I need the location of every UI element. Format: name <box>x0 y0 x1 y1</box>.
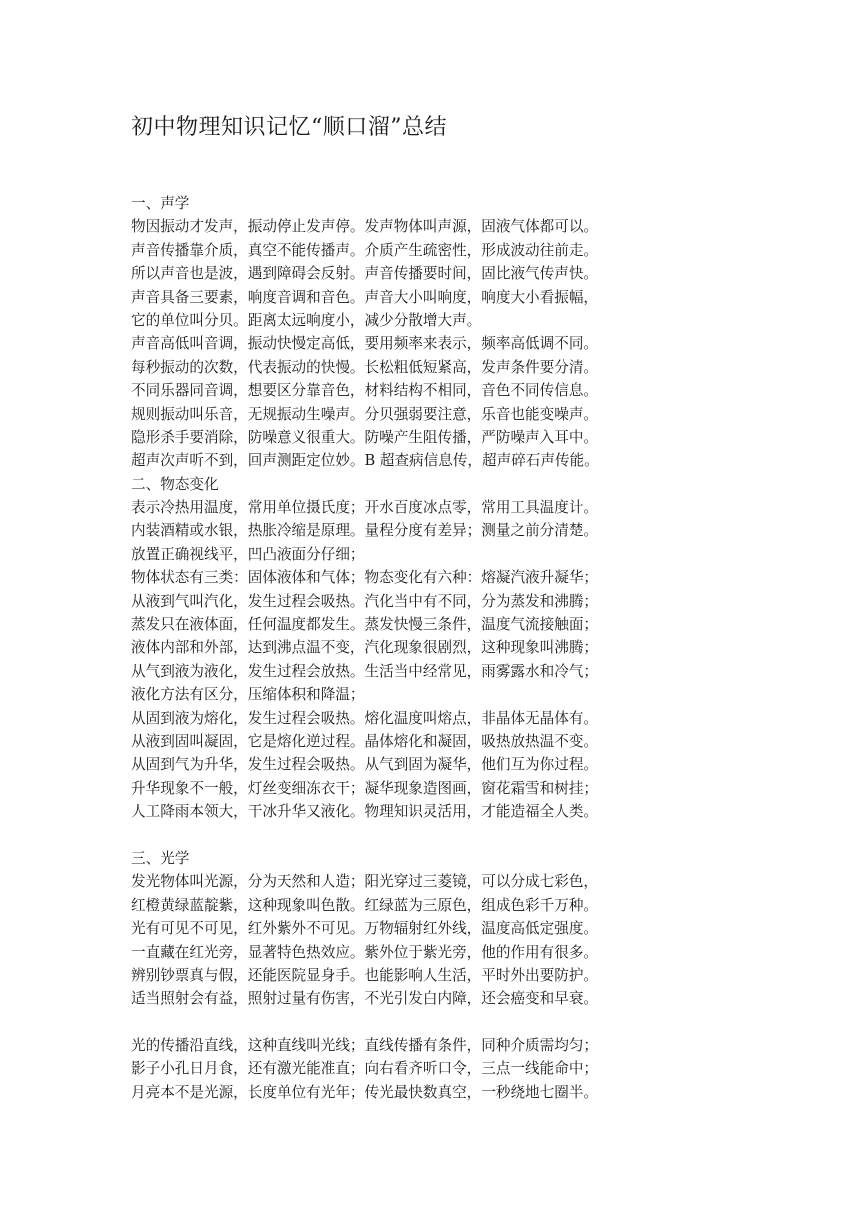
text-line: 物体状态有三类：固体液体和气体；物态变化有六种：熔凝汽液升凝华； <box>131 569 599 587</box>
text-line: 人工降雨本领大，干冰升华又液化。物理知识灵活用，才能造福全人类。 <box>131 803 599 821</box>
section-heading-optics: 三、光学 <box>131 849 190 867</box>
text-line: 物因振动才发声，振动停止发声停。发声物体叫声源，固液气体都可以。 <box>131 218 599 236</box>
text-line: 不同乐器同音调，想要区分靠音色，材料结构不相同，音色不同传信息。 <box>131 382 599 400</box>
paragraph-spacer <box>131 824 751 847</box>
text-line: 液体内部和外部，达到沸点温不变，汽化现象很剧烈，这种现象叫沸腾； <box>131 639 599 657</box>
text-line: 放置正确视线平，凹凸液面分仔细； <box>131 545 365 563</box>
text-line: 从固到气为升华，发生过程会吸热。从气到固为凝华，他们互为你过程。 <box>131 756 599 774</box>
text-line: 红橙黄绿蓝靛紫，这种现象叫色散。红绿蓝为三原色，组成色彩千万种。 <box>131 896 599 914</box>
text-line: 从液到气叫汽化，发生过程会吸热。汽化当中有不同，分为蒸发和沸腾； <box>131 592 599 610</box>
text-line: 适当照射会有益，照射过量有伤害，不光引发白内障，还会癌变和早衰。 <box>131 990 599 1008</box>
text-line: 它的单位叫分贝。距离太远响度小，减少分散增大声。 <box>131 311 482 329</box>
text-line: 一直藏在红光旁，显著特色热效应。紫外位于紫光旁，他的作用有很多。 <box>131 943 599 961</box>
text-line: 影子小孔日月食，还有激光能准直；向右看齐听口令，三点一线能命中； <box>131 1060 599 1078</box>
text-line: 声音传播靠介质，真空不能传播声。介质产生疏密性，形成波动往前走。 <box>131 241 599 259</box>
text-line: 月亮本不是光源，长度单位有光年；传光最快数真空，一秒绕地七圈半。 <box>131 1083 599 1101</box>
text-line: 超声次声听不到，回声测距定位妙。B 超查病信息传，超声碎石声传能。 <box>131 452 599 470</box>
text-line: 液化方法有区分，压缩体积和降温； <box>131 686 365 704</box>
text-line: 内装酒精或水银，热胀冷缩是原理。量程分度有差异；测量之前分清楚。 <box>131 522 599 540</box>
text-line: 光的传播沿直线，这种直线叫光线；直线传播有条件，同种介质需均匀； <box>131 1037 599 1055</box>
text-line: 隐形杀手要消除，防噪意义很重大。防噪产生阻传播，严防噪声入耳中。 <box>131 428 599 446</box>
section-heading-states: 二、物态变化 <box>131 475 219 493</box>
text-line: 发光物体叫光源，分为天然和人造；阳光穿过三菱镜，可以分成七彩色， <box>131 873 599 891</box>
document-body <box>131 192 751 1104</box>
text-line: 从液到固叫凝固，它是熔化逆过程。晶体熔化和凝固，吸热放热温不变。 <box>131 732 599 750</box>
text-line: 每秒振动的次数，代表振动的快慢。长松粗低短紧高，发声条件要分清。 <box>131 358 599 376</box>
text-line: 所以声音也是波，遇到障碍会反射。声音传播要时间，固比液气传声快。 <box>131 265 599 283</box>
text-line: 从气到液为液化，发生过程会放热。生活当中经常见，雨雾露水和冷气； <box>131 662 599 680</box>
document-title: 初中物理知识记忆“顺口溜”总结 <box>131 115 447 140</box>
text-line: 表示冷热用温度，常用单位摄氏度；开水百度冰点零，常用工具温度计。 <box>131 499 599 517</box>
text-line: 从固到液为熔化，发生过程会吸热。熔化温度叫熔点，非晶体无晶体有。 <box>131 709 599 727</box>
text-line: 光有可见不可见，红外紫外不可见。万物辐射红外线，温度高低定强度。 <box>131 920 599 938</box>
text-line: 声音高低叫音调，振动快慢定高低，要用频率来表示，频率高低调不同。 <box>131 335 599 353</box>
text-line: 规则振动叫乐音，无规振动生噪声。分贝强弱要注意，乐音也能变噪声。 <box>131 405 599 423</box>
text-line: 声音具备三要素，响度音调和音色。声音大小叫响度，响度大小看振幅， <box>131 288 599 306</box>
text-line: 辨别钞票真与假，还能医院显身手。也能影响人生活，平时外出要防护。 <box>131 966 599 984</box>
text-line: 蒸发只在液体面，任何温度都发生。蒸发快慢三条件，温度气流接触面； <box>131 616 599 634</box>
paragraph-spacer <box>131 1011 751 1034</box>
text-line: 升华现象不一般，灯丝变细冻衣干；凝华现象造图画，窗花霜雪和树挂； <box>131 779 599 797</box>
section-heading-acoustics: 一、声学 <box>131 195 190 212</box>
